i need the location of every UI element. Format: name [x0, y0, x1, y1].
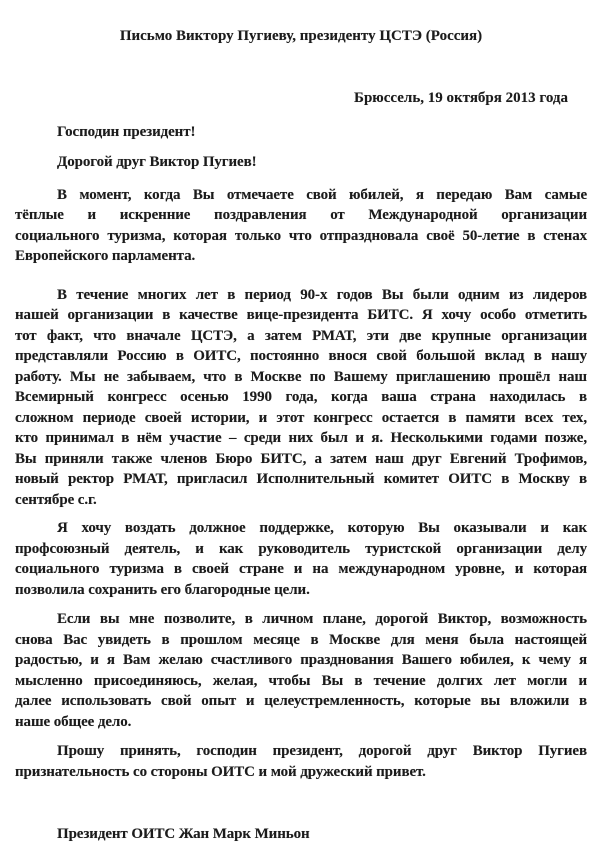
letter-paragraph-3 [15, 518, 587, 600]
text-line: работу. Мы не забываем, что в Москве по Вашему приглашению прошёл наш [15, 368, 587, 385]
text-line: признательность со стороны ОИТС и мой дружеский привет. [15, 763, 426, 780]
letter-paragraph-4 [15, 609, 587, 732]
text-line: радостью, и я Вам желаю счастливого празднования Вашего юбилея, к чему я [15, 652, 587, 668]
text-line: Европейского парламента. [15, 248, 196, 264]
text-line: социального туризма, которая только что отпраздновала своё 50-летие в стенах [15, 227, 587, 244]
letter-paragraph-1 [15, 185, 587, 267]
text-line: представляли Россию в ОИТС, постоянно внося свой большой вклад в нашу [15, 348, 587, 364]
text-line: наше общее дело. [15, 713, 132, 730]
salutation-friend [15, 152, 587, 173]
text-line: тёплые и искренние поздравления от Международной организации [15, 207, 587, 223]
salutation-president [15, 122, 587, 143]
text-line: сентябре с.г. [15, 491, 97, 508]
text-line: профсоюзный деятель, и как руководитель туристской организации делу [15, 540, 587, 557]
text-line: Господин президент! [57, 123, 196, 140]
text-line: далее использовать свой опыт и целеустремленность, которые вы вложили в [15, 693, 587, 709]
text-line: Прошу принять, господин президент, дорогой друг Виктор Пугиев [57, 743, 587, 759]
text-line: Всемирный конгресс осенью 1990 года, когда ваша страна находилась в [15, 389, 587, 405]
text-line: социального туризма в своей стране и на международном уровне, и которая [15, 561, 587, 577]
text-line: Если вы мне позволите, в личном плане, дорогой Виктор, возможность [57, 611, 587, 627]
text-line: снова Вас увидеть в прошлом месяце в Москве для меня была настоящей [15, 631, 587, 648]
text-line: Дорогой друг Виктор Пугиев! [57, 154, 257, 170]
text-line: тот факт, что вначале ЦСТЭ, а затем РМАТ, эти две крупные организации [15, 327, 587, 344]
text-line: В момент, когда Вы отмечаете свой юбилей, я передаю Вам самые [57, 186, 587, 203]
text-line: Президент ОИТС Жан Марк Миньон [57, 826, 310, 842]
text-line: сложном периоде своей истории, и этот конгресс остается в памяти всех тех, [15, 409, 587, 426]
dateline: Брюссель, 19 октября 2013 года [354, 90, 568, 106]
letter-paragraph-2 [15, 285, 587, 511]
text-line: позволила сохранить его благородные цели. [15, 581, 310, 598]
text-line: Вы приняли также членов Бюро БИТС, а затем наш друг Евгений Трофимов, [15, 450, 587, 467]
text-line: нашей организации в качестве вице-президента БИТС. Я хочу особо отметить [15, 307, 587, 323]
text-line: В течение многих лет в период 90-х годов Вы были одним из лидеров [57, 286, 587, 303]
text-line: Я хочу воздать должное поддержке, которую Вы оказывали и как [57, 520, 587, 536]
letter-title: Письмо Виктору Пугиеву, президенту ЦСТЭ (Россия) [119, 28, 483, 44]
text-line: кто принимал в нём участие – среди них был и я. Несколькими годами позже, [15, 430, 587, 446]
signature-line [15, 824, 587, 845]
letter-paragraph-5 [15, 741, 587, 782]
text-line: новый ректор РМАТ, пригласил Исполнительный комитет ОИТС в Москву в [15, 471, 587, 487]
text-line: мысленно присоединяюсь, желая, чтобы Вы в течение долгих лет могли и [15, 672, 587, 689]
